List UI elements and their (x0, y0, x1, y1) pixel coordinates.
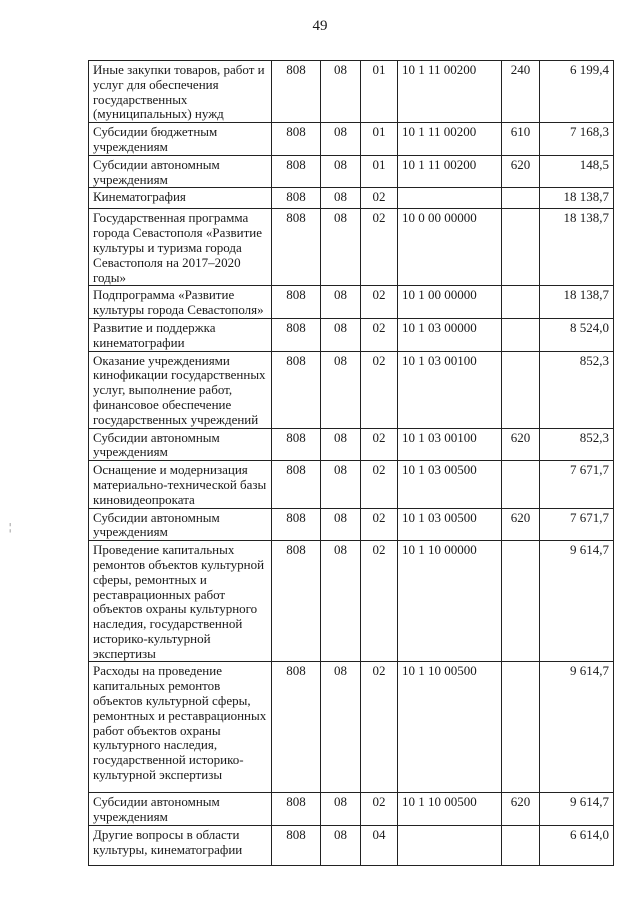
dept-code: 808 (272, 826, 321, 866)
amount: 852,3 (540, 351, 614, 428)
target-article-code: 10 1 03 00500 (398, 461, 502, 508)
subsection-code: 02 (361, 662, 398, 793)
subsection-code: 02 (361, 351, 398, 428)
target-article-code: 10 1 10 00500 (398, 662, 502, 793)
expense-type-code (502, 188, 540, 209)
row-name: Другие вопросы в области культуры, кинематографии (89, 826, 272, 866)
expense-type-code (502, 209, 540, 286)
dept-code: 808 (272, 61, 321, 123)
target-article-code: 10 1 03 00100 (398, 428, 502, 461)
expense-type-code (502, 826, 540, 866)
section-code: 08 (321, 61, 361, 123)
table-row (89, 286, 614, 319)
section-code: 08 (321, 123, 361, 156)
subsection-code: 04 (361, 826, 398, 866)
section-code: 08 (321, 508, 361, 541)
expense-type-code (502, 318, 540, 351)
table-row (89, 318, 614, 351)
expense-type-code: 620 (502, 428, 540, 461)
row-name: Оснащение и модернизация материально-технической базы киновидеопроката (89, 461, 272, 508)
row-name: Проведение капитальных ремонтов объектов культурной сферы, ремонтных и реставрационных работ объектов охраны культурного наследия, государственной историко-культурной экспертизы (89, 541, 272, 662)
section-code: 08 (321, 541, 361, 662)
budget-table (88, 60, 614, 866)
subsection-code: 01 (361, 61, 398, 123)
section-code: 08 (321, 662, 361, 793)
table-row (89, 508, 614, 541)
expense-type-code: 620 (502, 793, 540, 826)
subsection-code: 02 (361, 428, 398, 461)
target-article-code: 10 1 10 00500 (398, 793, 502, 826)
subsection-code: 02 (361, 541, 398, 662)
dept-code: 808 (272, 188, 321, 209)
section-code: 08 (321, 428, 361, 461)
row-name: Государственная программа города Севастополя «Развитие культуры и туризма города Севастополя на 2017–2020 годы» (89, 209, 272, 286)
dept-code: 808 (272, 351, 321, 428)
subsection-code: 02 (361, 209, 398, 286)
dept-code: 808 (272, 461, 321, 508)
row-name: Развитие и поддержка кинематографии (89, 318, 272, 351)
section-code: 08 (321, 188, 361, 209)
margin-mark: ¦ (9, 521, 12, 533)
row-name: Оказание учреждениями кинофикации государственных услуг, выполнение работ, финансовое обеспечение государственных учреждений (89, 351, 272, 428)
amount: 7 671,7 (540, 508, 614, 541)
section-code: 08 (321, 286, 361, 319)
subsection-code: 02 (361, 286, 398, 319)
target-article-code: 10 1 11 00200 (398, 123, 502, 156)
target-article-code (398, 826, 502, 866)
section-code: 08 (321, 209, 361, 286)
amount: 6 614,0 (540, 826, 614, 866)
amount: 9 614,7 (540, 541, 614, 662)
expense-type-code: 620 (502, 155, 540, 188)
amount: 9 614,7 (540, 662, 614, 793)
table-body (89, 61, 614, 866)
subsection-code: 02 (361, 461, 398, 508)
expense-type-code (502, 351, 540, 428)
table-row (89, 541, 614, 662)
subsection-code: 02 (361, 508, 398, 541)
amount: 18 138,7 (540, 286, 614, 319)
subsection-code: 01 (361, 123, 398, 156)
dept-code: 808 (272, 155, 321, 188)
dept-code: 808 (272, 428, 321, 461)
dept-code: 808 (272, 123, 321, 156)
row-name: Субсидии автономным учреждениям (89, 428, 272, 461)
expense-type-code: 240 (502, 61, 540, 123)
table-row (89, 155, 614, 188)
table-row (89, 461, 614, 508)
dept-code: 808 (272, 662, 321, 793)
table-row (89, 188, 614, 209)
row-name: Расходы на проведение капитальных ремонтов объектов культурной сферы, ремонтных и реставрационных работ объектов охраны культурного наследия, государственной историко-культурной экспертизы (89, 662, 272, 793)
table-row (89, 428, 614, 461)
subsection-code: 02 (361, 793, 398, 826)
amount: 18 138,7 (540, 209, 614, 286)
row-name: Субсидии автономным учреждениям (89, 793, 272, 826)
table-row (89, 793, 614, 826)
dept-code: 808 (272, 209, 321, 286)
subsection-code: 01 (361, 155, 398, 188)
target-article-code: 10 1 03 00000 (398, 318, 502, 351)
expense-type-code (502, 286, 540, 319)
target-article-code: 10 1 11 00200 (398, 155, 502, 188)
table-row (89, 351, 614, 428)
row-name: Подпрограмма «Развитие культуры города Севастополя» (89, 286, 272, 319)
amount: 6 199,4 (540, 61, 614, 123)
target-article-code (398, 188, 502, 209)
table-row (89, 662, 614, 793)
subsection-code: 02 (361, 318, 398, 351)
amount: 148,5 (540, 155, 614, 188)
table-row (89, 61, 614, 123)
target-article-code: 10 1 03 00100 (398, 351, 502, 428)
dept-code: 808 (272, 508, 321, 541)
amount: 9 614,7 (540, 793, 614, 826)
target-article-code: 10 1 00 00000 (398, 286, 502, 319)
amount: 7 168,3 (540, 123, 614, 156)
expense-type-code (502, 541, 540, 662)
target-article-code: 10 1 03 00500 (398, 508, 502, 541)
expense-type-code (502, 662, 540, 793)
row-name: Субсидии бюджетным учреждениям (89, 123, 272, 156)
section-code: 08 (321, 155, 361, 188)
row-name: Иные закупки товаров, работ и услуг для обеспечения государственных (муниципальных) нужд (89, 61, 272, 123)
expense-type-code: 610 (502, 123, 540, 156)
section-code: 08 (321, 351, 361, 428)
target-article-code: 10 1 11 00200 (398, 61, 502, 123)
dept-code: 808 (272, 318, 321, 351)
section-code: 08 (321, 318, 361, 351)
expense-type-code: 620 (502, 508, 540, 541)
subsection-code: 02 (361, 188, 398, 209)
table-row (89, 209, 614, 286)
row-name: Субсидии автономным учреждениям (89, 508, 272, 541)
dept-code: 808 (272, 793, 321, 826)
table-row (89, 123, 614, 156)
amount: 18 138,7 (540, 188, 614, 209)
amount: 852,3 (540, 428, 614, 461)
amount: 7 671,7 (540, 461, 614, 508)
target-article-code: 10 1 10 00000 (398, 541, 502, 662)
dept-code: 808 (272, 541, 321, 662)
expense-type-code (502, 461, 540, 508)
section-code: 08 (321, 793, 361, 826)
row-name: Субсидии автономным учреждениям (89, 155, 272, 188)
target-article-code: 10 0 00 00000 (398, 209, 502, 286)
section-code: 08 (321, 826, 361, 866)
page-number: 49 (312, 18, 328, 34)
amount: 8 524,0 (540, 318, 614, 351)
dept-code: 808 (272, 286, 321, 319)
table-row (89, 826, 614, 866)
section-code: 08 (321, 461, 361, 508)
row-name: Кинематография (89, 188, 272, 209)
